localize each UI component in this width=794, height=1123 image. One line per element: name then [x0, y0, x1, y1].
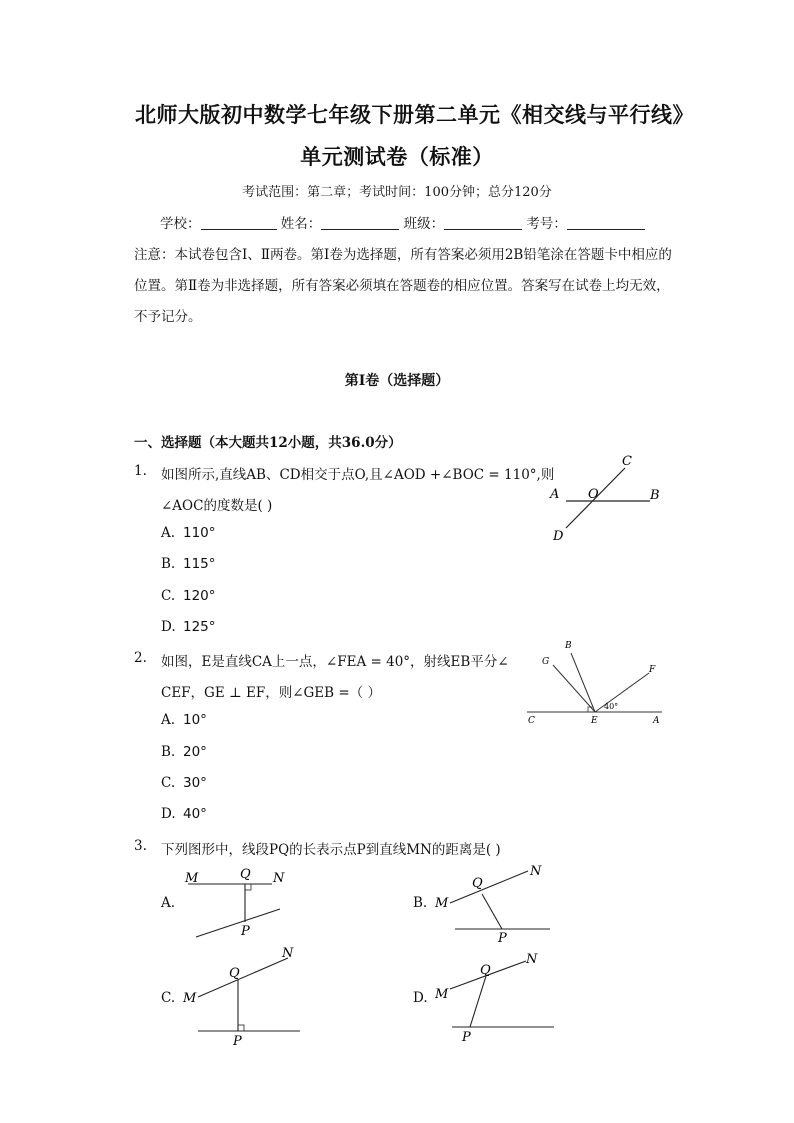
q2-line1: 如图，E是直线CA上一点，∠FEA = 40°，射线EB平分∠ — [161, 654, 509, 670]
q3a-label-p: P — [241, 924, 250, 939]
q2-line2: CEF，GE ⊥ EF，则∠GEB =（ ） — [161, 685, 381, 701]
q3-option-b[interactable]: B. — [413, 895, 428, 911]
q3b-label-p: P — [498, 931, 507, 946]
q2-label-a: A — [653, 716, 660, 726]
q3-option-c[interactable]: C. — [161, 990, 176, 1006]
q3-figure-a[interactable] — [180, 862, 290, 942]
q1-label-c: C — [622, 454, 632, 469]
q1-line2: ∠AOC的度数是( ) — [161, 498, 273, 514]
number-label: 考号： — [526, 216, 567, 232]
q1-label-o: O — [588, 487, 599, 502]
q1-figure — [540, 450, 670, 545]
q3b-label-n: N — [530, 864, 542, 879]
q3-line1: 下列图形中，线段PQ的长表示点P到直线MN的距离是( ) — [161, 842, 501, 858]
q3b-label-m: M — [435, 896, 449, 911]
q3a-label-q: Q — [240, 867, 251, 882]
number-blank[interactable] — [567, 215, 645, 230]
name-label: 姓名： — [280, 216, 322, 232]
part-title: 一、选择题（本大题共12小题，共36.0分） — [134, 435, 402, 451]
student-info-row — [160, 212, 645, 232]
school-label: 学校： — [160, 216, 201, 232]
q3b-label-q: Q — [472, 876, 483, 891]
q3-number: 3. — [134, 838, 147, 854]
q2-label-f: F — [649, 665, 656, 675]
q2-option-d[interactable]: D. 40° — [161, 806, 207, 822]
school-blank[interactable] — [201, 215, 277, 230]
q1-number: 1. — [134, 463, 147, 479]
q1-label-b: B — [650, 488, 660, 503]
q2-option-b[interactable]: B. 20° — [161, 744, 207, 760]
q3c-label-m: M — [183, 991, 197, 1006]
q3d-label-q: Q — [480, 963, 491, 978]
title-line-2: 单元测试卷（标准） — [300, 144, 494, 169]
notice: 注意：本试卷包含Ⅰ、Ⅱ两卷。第Ⅰ卷为选择题，所有答案必须用2B铅笔涂在答题卡中相应的位置。第Ⅱ卷为非选择题，所有答案必须填在答题卷的相应位置。答案写在试卷上均无效，不予记分。 — [134, 247, 672, 325]
class-label: 班级： — [403, 216, 445, 232]
q3a-label-n: N — [273, 871, 285, 886]
q1-option-c[interactable]: C. 120° — [161, 588, 216, 604]
q3d-label-p: P — [462, 1030, 471, 1045]
class-blank[interactable] — [444, 215, 522, 230]
q2-option-c[interactable]: C. 30° — [161, 775, 207, 791]
q3c-label-p: P — [233, 1034, 242, 1049]
q3-figure-c[interactable] — [180, 940, 305, 1050]
title-line-1: 北师大版初中数学七年级下册第二单元《相交线与平行线》 — [135, 102, 694, 127]
q3-option-d[interactable]: D. — [413, 990, 428, 1006]
q1-label-a: A — [550, 487, 560, 502]
q2-label-g: G — [542, 657, 550, 667]
q2-label-c: C — [528, 716, 535, 726]
q2-option-a[interactable]: A. 10° — [161, 712, 207, 728]
q1-option-a[interactable]: A. 110° — [161, 525, 216, 541]
q2-label-e: E — [591, 716, 598, 726]
q2-label-b: B — [565, 641, 572, 651]
name-blank[interactable] — [321, 215, 399, 230]
q3d-label-n: N — [526, 952, 538, 967]
q3-option-a[interactable]: A. — [161, 895, 176, 911]
q3-figure-d[interactable] — [430, 945, 560, 1050]
exam-info: 考试范围：第二章；考试时间：100分钟；总分120分 — [242, 185, 552, 200]
q1-option-d[interactable]: D. 125° — [161, 619, 216, 635]
q3-figure-b[interactable] — [430, 858, 560, 948]
q1-option-b[interactable]: B. 115° — [161, 556, 216, 572]
q2-figure — [522, 638, 667, 730]
q1-line1: 如图所示,直线AB、CD相交于点O,且∠AOD +∠BOC = 110°,则 — [161, 467, 555, 483]
q2-label-angle: 40° — [604, 702, 619, 711]
q3d-label-m: M — [435, 987, 449, 1002]
section-title: 第Ⅰ卷（选择题） — [344, 373, 450, 389]
q3c-label-q: Q — [229, 966, 240, 981]
q3a-label-m: M — [185, 871, 199, 886]
q2-number: 2. — [134, 650, 147, 666]
q3c-label-n: N — [282, 946, 294, 961]
q1-label-d: D — [553, 529, 564, 544]
